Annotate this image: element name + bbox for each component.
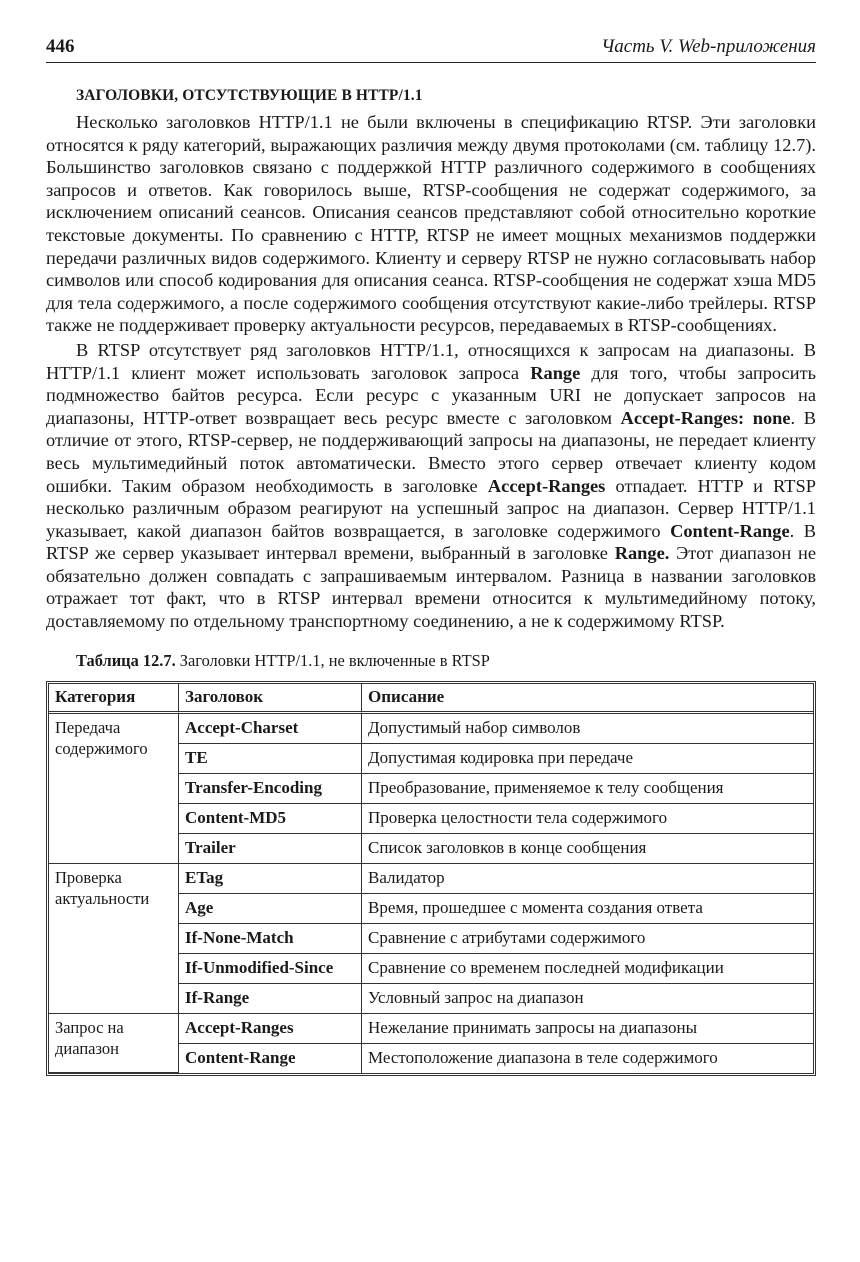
table-row — [49, 1014, 813, 1044]
category-cell: Передача содержимого — [49, 714, 179, 864]
header-cell: Content-Range — [179, 1044, 362, 1073]
description-cell: Время, прошедшее с момента создания ответа — [362, 894, 813, 924]
header-cell: Accept-Charset — [179, 714, 362, 744]
header-cell: Age — [179, 894, 362, 924]
table-caption — [76, 651, 816, 671]
paragraph-2-text: В RTSP отсутствует ряд заголовков HTTP/1.1, относящихся к запросам на диапазоны. В HTTP/1.1 клиент может использовать заголовок запроса — [46, 339, 816, 383]
table-caption-label: Таблица 12.7. — [76, 650, 176, 670]
description-cell: Сравнение со временем последней модификации — [362, 954, 813, 984]
header-cell: If-Range — [179, 984, 362, 1014]
paragraph-1: Несколько заголовков HTTP/1.1 не были включены в спецификацию RTSP. Эти заголовки относятся к ряду категорий, выражающих различия между двумя протоколами (см. таблицу 12.7). Большинство заголовков связано с поддержкой HTTP различного содержимого в сообщениях запросов и ответов. Как говорилось выше, RTSP-сообщения не содержат содержимого, за исключением описаний сеансов. Описания сеансов представляют собой относительно короткие текстовые документы. По сравнению с HTTP, RTSP не имеет мощных механизмов поддержки передачи различных видов содержимого. Клиенту и серверу RTSP не нужно согласовывать набор символов или способ кодирования для описания сеанса. RTSP-сообщения не содержат хэша MD5 для тела содержимого, а после содержимого сообщения отсутствуют какие-либо трейлеры. RTSP также не поддерживает проверку актуальности ресурсов, передаваемых в RTSP-сообщениях. — [46, 112, 816, 336]
term-range-rtsp: Range. — [614, 543, 670, 564]
description-cell: Преобразование, применяемое к телу сообщения — [362, 774, 813, 804]
paragraph-2-text: . В RTSP же сервер указывает интервал времени, выбранный в заголовке — [46, 520, 816, 564]
description-cell: Список заголовков в конце сообщения — [362, 834, 813, 864]
table-row — [49, 864, 813, 894]
header-cell: If-None-Match — [179, 924, 362, 954]
header-cell: TE — [179, 744, 362, 774]
description-cell: Местоположение диапазона в теле содержимого — [368, 1048, 718, 1068]
header-cell: If-Unmodified-Since — [179, 954, 362, 984]
section-title: ЗАГОЛОВКИ, ОТСУТСТВУЮЩИЕ В HTTP/1.1 — [76, 87, 423, 104]
category-cell: Запрос на диапазон — [49, 1014, 179, 1073]
description-cell: Валидатор — [362, 864, 813, 894]
description-cell: Допустимый набор символов — [362, 714, 813, 744]
header-cell: Trailer — [179, 834, 362, 864]
term-accept-ranges-none: Accept-Ranges: none — [620, 407, 791, 428]
paragraph-2-text: отпадает. HTTP и RTSP несколько различным образом реагируют на успешный запрос на диапазон. Сервер HTTP/1.1 указывает, какой диапазон байтов возвращается, в заголовке содержимого — [46, 475, 816, 541]
description-cell: Допустимая кодировка при передаче — [362, 744, 813, 774]
paragraph-2 — [46, 339, 816, 633]
term-range: Range — [530, 362, 581, 383]
table-row — [49, 714, 813, 744]
column-header-header: Заголовок — [179, 684, 362, 714]
column-header-category: Категория — [49, 684, 179, 714]
book-page — [46, 36, 816, 1076]
paragraph-2-text: для того, чтобы запросить подмножество байтов ресурса. Если ресурс с указанным URI не допускает запросов на диапазоны, HTTP-ответ возвращает весь ресурс вместе с заголовком — [46, 362, 816, 428]
column-header-description: Описание — [362, 684, 813, 714]
paragraph-2-text: Этот диапазон не обязательно должен совпадать с запрашиваемым интервалом. Разница в названии заголовков отражает тот факт, что в RTSP интервал времени относится к мультимедийному потоку, доставляемому по отдельному транспортному соединению, а не к содержимому RTSP. — [46, 543, 816, 632]
header-cell: Transfer-Encoding — [179, 774, 362, 804]
description-cell: Проверка целостности тела содержимого — [362, 804, 813, 834]
paragraph-2-text: . В отличие от этого, RTSP-сервер, не поддерживающий запросы на диапазоны, не передает клиенту весь мультимедийный поток автоматически. Вместо этого сервер отвечает клиенту кодом ошибки. Таким образом необходимость в заголовке — [46, 407, 816, 496]
page-number: 446 — [46, 36, 75, 57]
description-cell: Условный запрос на диапазон — [362, 984, 813, 1014]
table-caption-text: Заголовки HTTP/1.1, не включенные в RTSP — [175, 650, 490, 670]
description-cell: Сравнение с атрибутами содержимого — [362, 924, 813, 954]
part-title: Часть V. Web-приложения — [601, 36, 816, 57]
header-cell: ETag — [179, 864, 362, 894]
headers-table — [46, 681, 816, 1076]
header-cell: Content-MD5 — [179, 804, 362, 834]
table-header-row — [49, 684, 813, 714]
category-cell: Проверка актуальности — [49, 864, 179, 1014]
term-content-range: Content-Range — [670, 520, 790, 541]
header-cell: Accept-Ranges — [179, 1014, 362, 1044]
running-header — [46, 36, 816, 63]
description-cell: Нежелание принимать запросы на диапазоны — [362, 1014, 813, 1044]
term-accept-ranges: Accept-Ranges — [487, 475, 606, 496]
